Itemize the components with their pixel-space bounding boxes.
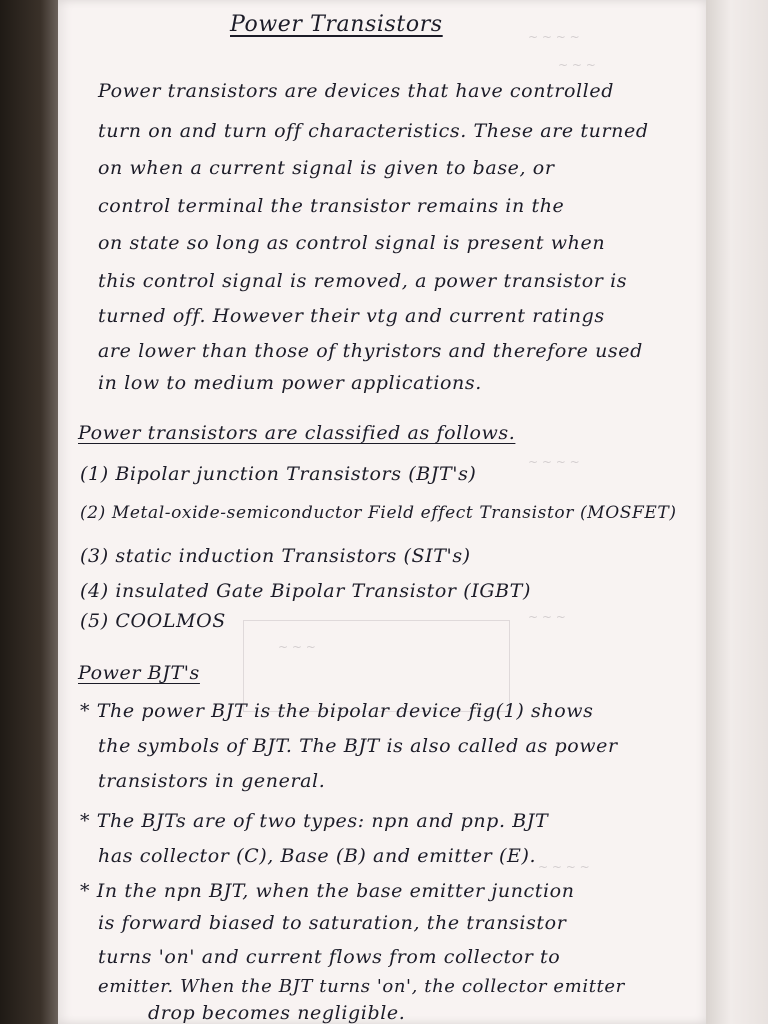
bleed-through-mark: ~ ~ ~	[528, 610, 566, 624]
bjt-note-line: is forward biased to saturation, the transistor	[98, 912, 567, 934]
classification-item: (2) Metal-oxide-semiconductor Field effect Transistor (MOSFET)	[80, 503, 677, 523]
classification-heading: Power transistors are classified as follows.	[78, 422, 516, 444]
paragraph-line: in low to medium power applications.	[98, 372, 482, 394]
paragraph-line: on when a current signal is given to base, or	[98, 157, 555, 179]
classification-item: (4) insulated Gate Bipolar Transistor (IGBT)	[80, 580, 531, 602]
paragraph-line: this control signal is removed, a power transistor is	[98, 270, 628, 292]
bjt-note-line: drop becomes negligible.	[148, 1002, 406, 1024]
bjt-note-line: * In the npn BJT, when the base emitter junction	[80, 880, 575, 902]
bjt-note-line: emitter. When the BJT turns 'on', the collector emitter	[98, 976, 625, 997]
paragraph-line: turn on and turn off characteristics. These are turned	[98, 120, 649, 142]
bleed-through-mark: ~ ~ ~ ~	[538, 860, 590, 874]
bleed-through-mark: ~ ~ ~ ~	[528, 455, 580, 469]
bjt-note-line: the symbols of BJT. The BJT is also called as power	[98, 735, 618, 757]
binding-shadow	[0, 0, 58, 1024]
bjt-note-line: transistors in general.	[98, 770, 326, 792]
paragraph-line: control terminal the transistor remains in the	[98, 195, 565, 217]
paragraph-line: turned off. However their vtg and current ratings	[98, 305, 605, 327]
bjt-note-line: * The power BJT is the bipolar device fig(1) shows	[80, 700, 594, 722]
classification-item: (3) static induction Transistors (SIT's)	[80, 545, 471, 567]
classification-item: (5) COOLMOS	[80, 610, 226, 632]
bleed-through-mark: ~ ~ ~	[278, 640, 316, 654]
bleed-through-box	[243, 620, 510, 712]
bjt-note-line: * The BJTs are of two types: npn and pnp. BJT	[80, 810, 549, 832]
bleed-through-mark: ~ ~ ~ ~	[528, 30, 580, 44]
bjt-note-line: has collector (C), Base (B) and emitter (E).	[98, 845, 537, 867]
paragraph-line: Power transistors are devices that have controlled	[98, 80, 614, 102]
page-title: Power Transistors	[230, 12, 443, 37]
paragraph-line: are lower than those of thyristors and therefore used	[98, 340, 643, 362]
classification-item: (1) Bipolar junction Transistors (BJT's)	[80, 463, 477, 485]
bjt-note-line: turns 'on' and current flows from collector to	[98, 946, 561, 968]
bleed-through-mark: ~ ~ ~	[558, 58, 596, 72]
notebook-page	[58, 0, 710, 1024]
paragraph-line: on state so long as control signal is present when	[98, 232, 606, 254]
page-edge	[706, 0, 768, 1024]
bjt-heading: Power BJT's	[78, 662, 200, 684]
